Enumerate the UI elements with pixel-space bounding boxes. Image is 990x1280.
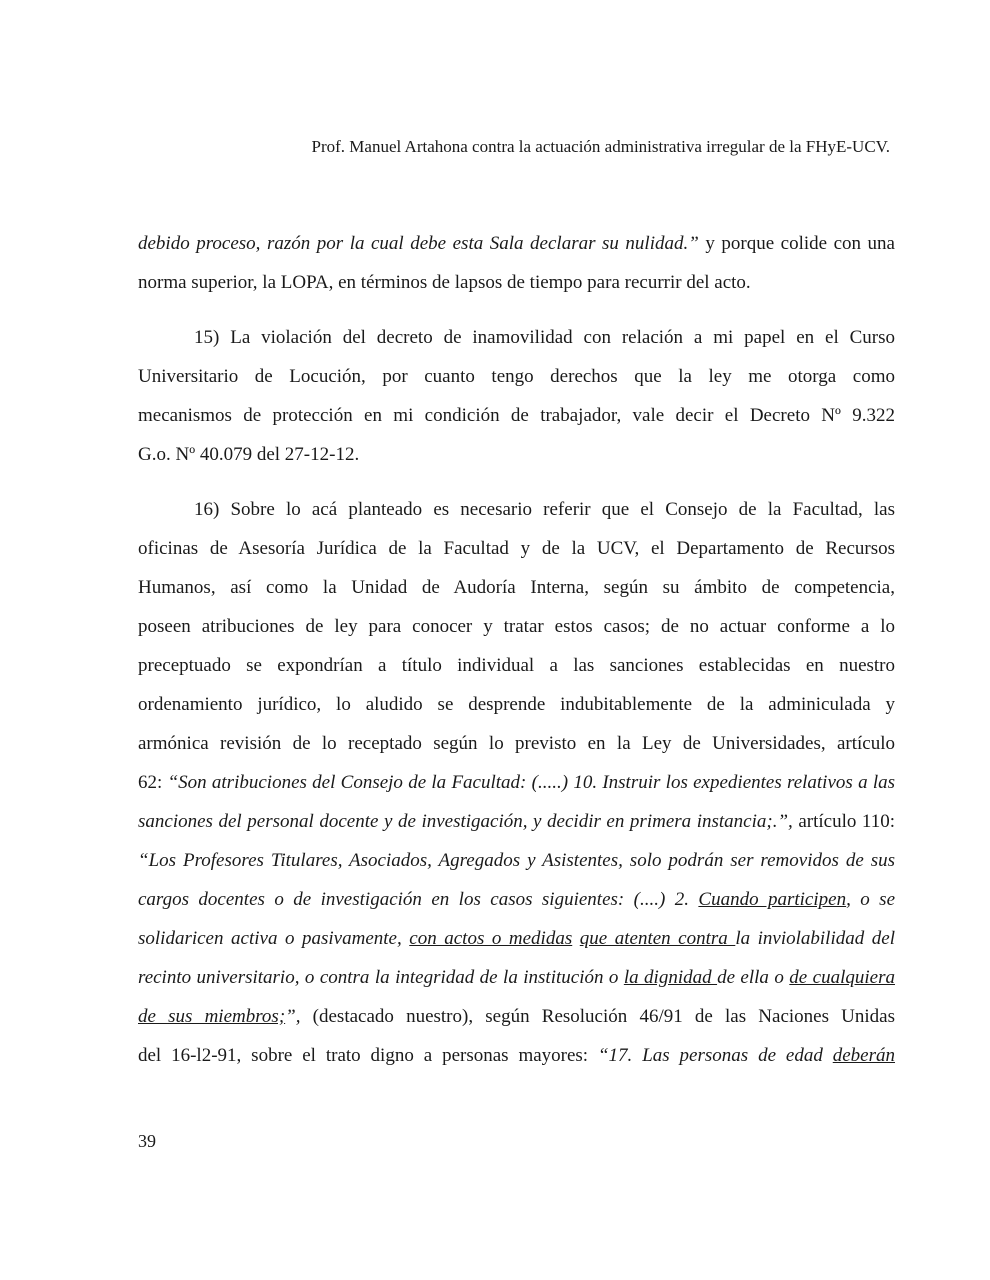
text-line: poseen atribuciones de ley para conocer y tratar estos casos; de no actuar conforme a lo: [138, 616, 895, 637]
underlined-emphasis: la dignidad: [623, 967, 718, 988]
text-run: 62:: [138, 772, 168, 793]
paragraph-continuation: [138, 224, 895, 302]
text-line: Universitario de Locución, por cuanto tengo derechos que la ley me otorga como: [138, 366, 895, 387]
underlined-emphasis: que atenten contra: [579, 928, 736, 949]
text-line: [138, 763, 895, 802]
italic-quote: recinto universitario, o contra la integridad de la institución o: [138, 967, 624, 988]
text-line: [138, 880, 895, 919]
text-run: y porque colide con una: [698, 233, 895, 254]
text-line: [138, 958, 895, 997]
italic-quote: “Los Profesores Titulares, Asociados, Agregados y Asistentes, solo podrán ser removidos de sus: [138, 850, 895, 871]
text-run: del 16-l2-91, sobre el trato digno a personas mayores:: [138, 1045, 598, 1066]
text-line: [138, 1036, 895, 1075]
text-line: [138, 802, 895, 841]
italic-quote: [572, 928, 580, 949]
text-line: mecanismos de protección en mi condición de trabajador, vale decir el Decreto Nº 9.322: [138, 405, 895, 426]
underlined-emphasis: Cuando participen: [698, 889, 847, 910]
text-line: [138, 841, 895, 880]
paragraph-16: [138, 490, 895, 1075]
italic-quote: “17. Las personas de edad: [597, 1045, 833, 1066]
page-number: 39: [138, 1131, 156, 1151]
italic-quote: “Son atribuciones del Consejo de la Facultad: (.....) 10. Instruir los expedientes relativos a las: [167, 772, 896, 793]
text-line: [138, 919, 895, 958]
text-line: Humanos, así como la Unidad de Audoría Interna, según su ámbito de competencia,: [138, 577, 895, 598]
text-line: norma superior, la LOPA, en términos de lapsos de tiempo para recurrir del acto.: [138, 272, 751, 293]
italic-quote: solidaricen activa o pasivamente,: [138, 928, 410, 949]
text-line: armónica revisión de lo receptado según lo previsto en la Ley de Universidades, artículo: [138, 733, 895, 754]
paragraph-15: [138, 318, 895, 474]
underlined-emphasis: con actos o medidas: [409, 928, 573, 949]
underlined-emphasis: de sus miembros;: [138, 1006, 286, 1027]
underlined-emphasis: deberán: [832, 1045, 895, 1066]
text-line: [138, 997, 895, 1036]
running-header: Prof. Manuel Artahona contra la actuación administrativa irregular de la FHyE-UCV.: [311, 137, 890, 156]
italic-quote: la inviolabilidad del: [735, 928, 895, 949]
text-line: oficinas de Asesoría Jurídica de la Facultad y de la UCV, el Departamento de Recursos: [138, 538, 895, 559]
text-line: 16) Sobre lo acá planteado es necesario referir que el Consejo de la Facultad, las: [194, 499, 895, 520]
text-line: ordenamiento jurídico, lo aludido se desprende indubitablemente de la adminiculada y: [138, 694, 895, 715]
text-run: (destacado nuestro), según Resolución 46/91 de las Naciones Unidas: [300, 1006, 895, 1027]
italic-quote: sanciones del personal docente y de investigación, y decidir en primera instancia;.”,: [138, 811, 793, 832]
text-run: artículo 110:: [792, 811, 895, 832]
document-body: [138, 224, 895, 1075]
italic-quote: , o se: [846, 889, 896, 910]
text-line: [138, 224, 895, 263]
text-line: 15) La violación del decreto de inamovilidad con relación a mi papel en el Curso: [194, 327, 895, 348]
italic-quote: de ella o: [717, 967, 790, 988]
italic-quote: ”,: [285, 1006, 301, 1027]
text-line: preceptuado se expondrían a título individual a las sanciones establecidas en nuestro: [138, 655, 895, 676]
text-line: G.o. Nº 40.079 del 27-12-12.: [138, 444, 360, 465]
underlined-emphasis: de cualquiera: [789, 967, 895, 988]
italic-quote: debido proceso, razón por la cual debe esta Sala declarar su nulidad.”: [138, 233, 699, 254]
italic-quote: cargos docentes o de investigación en los casos siguientes: (....) 2.: [138, 889, 699, 910]
